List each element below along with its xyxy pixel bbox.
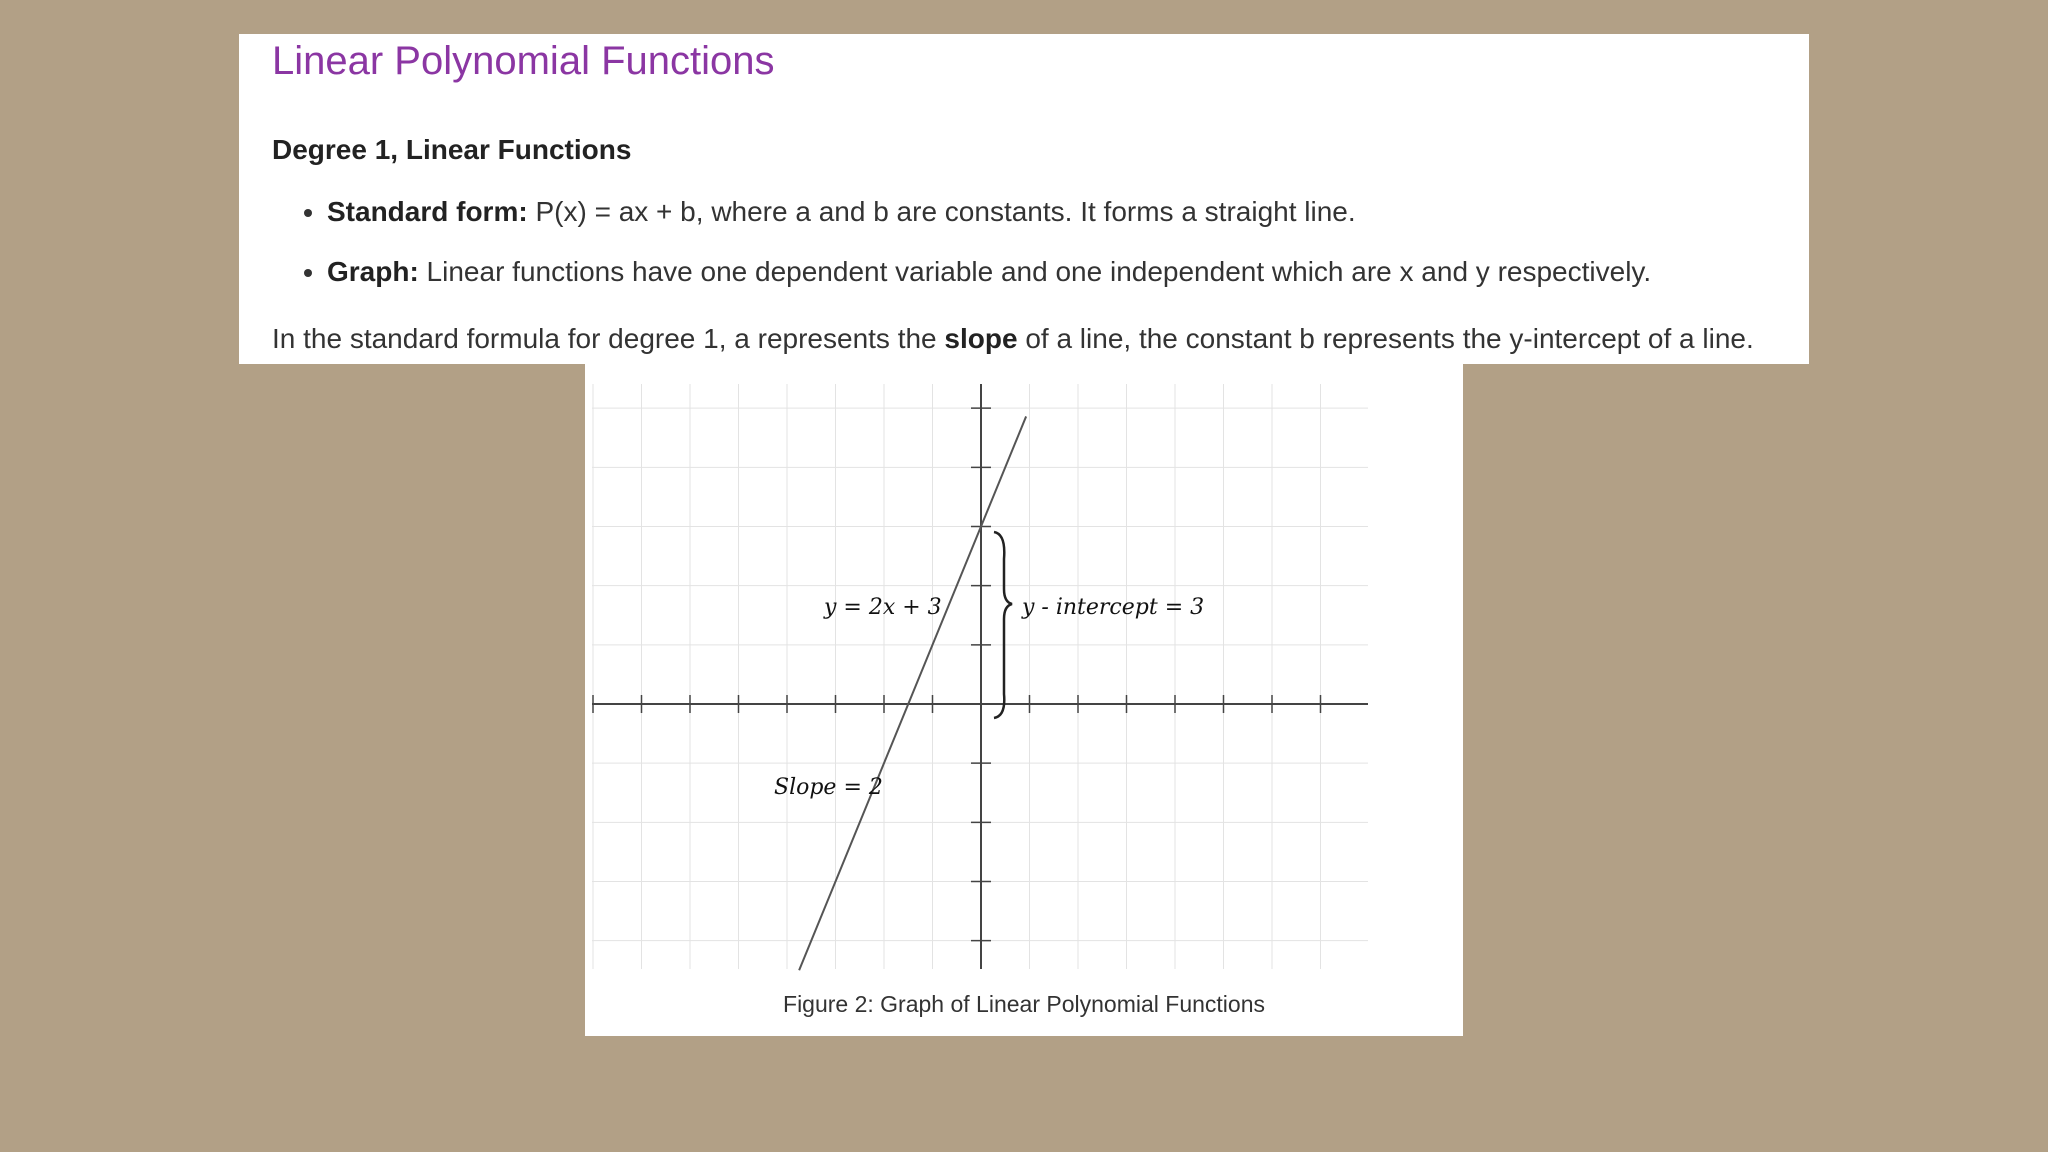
explanation-paragraph <box>272 317 1781 360</box>
bullet-text: P(x) = ax + b, where a and b are constants. It forms a straight line. <box>527 196 1356 227</box>
text-card <box>239 34 1809 364</box>
paragraph-text: of a line, the constant b represents the y-intercept of a line. <box>1017 323 1754 354</box>
equation-label: y = 2x + 3 <box>824 595 942 620</box>
page-title: Linear Polynomial Functions <box>272 39 775 83</box>
bullet-list <box>297 194 1651 315</box>
slope-label: Slope = 2 <box>774 775 883 800</box>
intercept-label: y - intercept = 3 <box>1022 595 1205 620</box>
slope-emphasis: slope <box>944 323 1018 354</box>
section-subheading: Degree 1, Linear Functions <box>272 134 632 165</box>
bullet-label: Standard form: <box>327 196 528 227</box>
linear-function-graph <box>592 384 1372 974</box>
figure-card <box>585 364 1463 1036</box>
bullet-label: Graph: <box>327 256 419 288</box>
figure-caption: Figure 2: Graph of Linear Polynomial Functions <box>783 991 1265 1017</box>
function-line <box>799 416 1026 970</box>
list-item-standard-form <box>327 194 1651 230</box>
list-item-graph <box>327 254 1651 290</box>
bullet-text: Linear functions have one dependent variable and one independent which are x and y respectively. <box>418 256 1652 288</box>
intercept-brace <box>994 532 1012 718</box>
paragraph-text: In the standard formula for degree 1, a represents the <box>272 323 945 354</box>
